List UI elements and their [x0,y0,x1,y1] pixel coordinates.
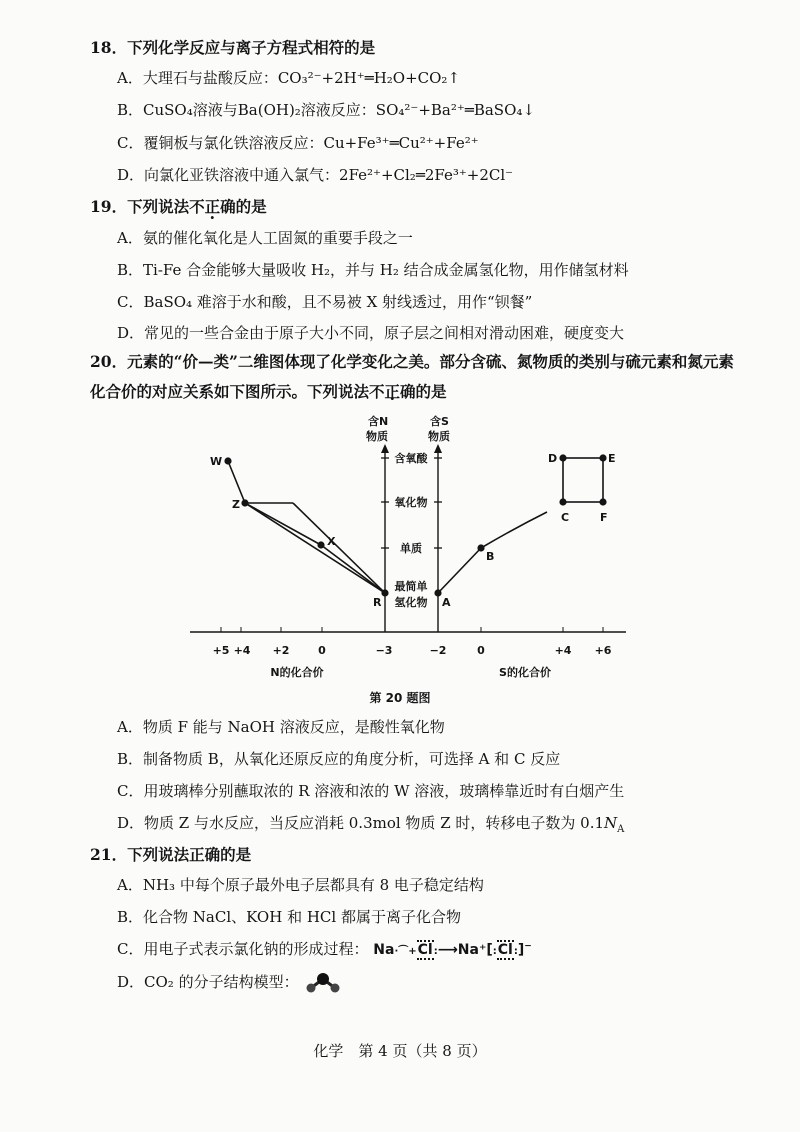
nitrogen-connections [228,461,385,593]
valence-category-diagram [0,410,800,710]
category-oxide: 氧化物 [394,496,428,509]
chlorine-atom: Cl [417,942,433,958]
q21-option-c [117,940,532,960]
n-axis-arrow-icon [381,444,389,453]
q21-option-d [117,972,345,994]
q21-option-d-text: D．CO₂ 的分子结构模型： [117,973,299,991]
q18-option-d: D．向氯化亚铁溶液中通入氯气：2Fe²⁺+Cl₂═2Fe³⁺+2Cl⁻ [117,166,514,184]
q18-stem: 18．下列化学反应与离子方程式相符的是 [90,38,376,57]
point-label-b: B [486,550,495,563]
point-label-d: D [548,452,558,465]
point-label-a: A [442,596,451,609]
q18-option-b: B．CuSO₄溶液与Ba(OH)₂溶液反应：SO₄²⁻+Ba²⁺═BaSO₄↓ [117,101,535,119]
q19-option-a: A．氨的催化氧化是人工固氮的重要手段之一 [117,229,413,247]
point-label-w: W [210,455,223,468]
s-tick-plus6: +6 [594,644,612,657]
n-tick-minus3: −3 [375,644,393,657]
q20-option-a: A．物质 F 能与 NaOH 溶液反应，是酸性氧化物 [117,718,445,736]
s-valence-label: S的化合价 [499,666,551,679]
chloride-ion: Cl [497,942,513,958]
page-footer: 化学 第 4 页（共 8 页） [313,1042,487,1060]
q18-option-c: C．覆铜板与氯化铁溶液反应：Cu+Fe³⁺═Cu²⁺+Fe²⁺ [117,134,479,152]
q20-stem-emphasis: 不正确 [369,382,416,401]
q19-stem-emphasis: 不正确 [189,197,236,216]
point-label-z: Z [232,498,240,511]
q20-option-d [117,814,624,836]
q19-stem-pre: 19．下列说法 [90,197,190,216]
q18-option-a: A．大理石与盐酸反应：CO₃²⁻+2H⁺═H₂O+CO₂↑ [117,69,461,87]
category-element: 单质 [400,542,422,555]
point-label-c: C [561,511,570,524]
s-axis-title-1: 含S [430,415,449,428]
q20-stem [90,347,740,407]
sulfur-connections [438,458,603,593]
point-label-x: X [327,535,336,548]
sodium-atom: Na [373,942,395,958]
n-valence-label: N的化合价 [270,666,324,679]
q21-option-a: A．NH₃ 中每个原子最外电子层都具有 8 电子稳定结构 [117,876,484,894]
q19-option-b: B．Ti-Fe 合金能够大量吸收 H₂，并与 H₂ 结合成金属氢化物，用作储氢材料 [117,261,629,279]
category-hydride-1: 最简单 [394,580,428,593]
q19-stem [90,197,267,217]
s-tick-minus2: −2 [429,644,447,657]
s-tick-0: 0 [477,644,485,657]
reaction-arrow-icon: ⟶ [437,942,458,958]
nacl-formation-formula: Na·⌒+Cl:⟶Na⁺[:Cl:]− [373,941,532,958]
s-axis-title-2: 物质 [428,430,450,443]
n-tick-plus2: +2 [272,644,290,657]
avogadro-subscript: A [617,824,625,835]
q21-stem: 21．下列说法正确的是 [90,845,252,864]
q20-option-d-text: D．物质 Z 与水反应，当反应消耗 0.3mol 物质 Z 时，转移电子数为 0.1 [117,814,605,832]
n-tick-plus5: +5 [212,644,230,657]
bent-molecule-model-icon [303,972,345,994]
s-tick-plus4: +4 [554,644,572,657]
q19-stem-post: 的是 [235,197,267,216]
q19-option-c: C．BaSO₄ 难溶于水和酸，且不易被 X 射线透过，用作“钡餐” [117,293,533,311]
n-axis-title-1: 含N [368,415,389,428]
sodium-ion: Na⁺ [457,942,487,958]
q20-stem-post: 的是 [415,382,447,401]
avogadro-symbol: N [604,814,618,832]
n-tick-0: 0 [318,644,326,657]
q21-option-c-text: C．用电子式表示氯化钠的形成过程： [117,940,369,958]
n-axis-title-2: 物质 [366,430,388,443]
point-label-f: F [600,511,608,524]
point-label-e: E [608,452,616,465]
q20-option-c: C．用玻璃棒分别蘸取浓的 R 溶液和浓的 W 溶液，玻璃棒靠近时有白烟产生 [117,782,625,800]
category-oxyacid: 含氧酸 [394,452,428,465]
category-hydride-2: 氢化物 [394,596,428,609]
point-label-r: R [373,596,382,609]
q20-stem-pre: 20．元素的“价—类”二维图体现了化学变化之美。部分含硫、氮物质的类别与硫元素和氮元素化合价的对应关系如下图所示。下列说法 [90,352,734,401]
q21-option-b: B．化合物 NaCl、KOH 和 HCl 都属于离子化合物 [117,908,461,926]
substance-points [224,454,606,596]
s-axis-arrow-icon [434,444,442,453]
figure-caption: 第 20 题图 [369,691,431,705]
n-tick-plus4: +4 [233,644,251,657]
q20-option-b: B．制备物质 B，从氧化还原反应的角度分析，可选择 A 和 C 反应 [117,750,561,768]
q19-option-d: D．常见的一些合金由于原子大小不同，原子层之间相对滑动困难，硬度变大 [117,324,625,342]
